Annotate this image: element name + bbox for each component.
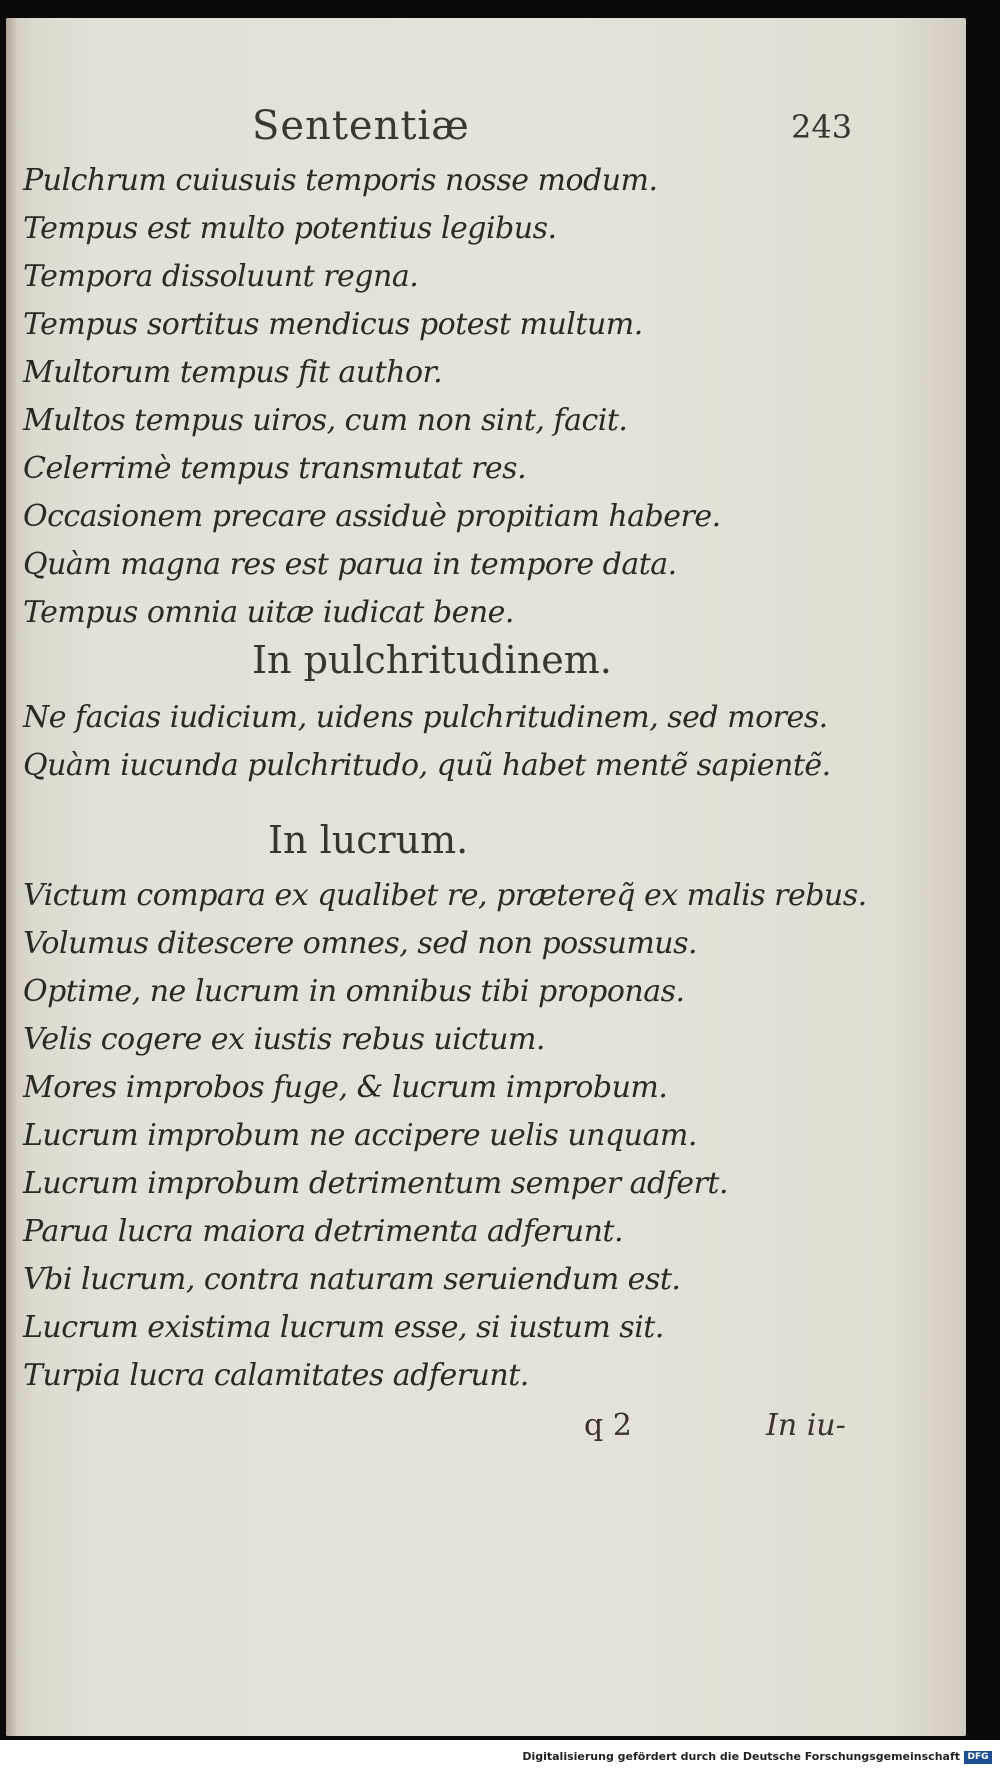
page-number: 243 xyxy=(791,108,853,146)
dfg-logo: DFG xyxy=(964,1751,992,1764)
book-page xyxy=(6,18,966,1736)
footer-bar xyxy=(0,1748,1000,1770)
section-heading-pulchritudo: In pulchritudinem. xyxy=(252,638,612,682)
text-line: Parua lucra maiora detrimenta adferunt. xyxy=(23,1214,624,1249)
text-line: Ne facias iudicium, uidens pulchritudinem, sed mores. xyxy=(23,700,828,735)
text-line: Lucrum improbum ne accipere uelis unquam. xyxy=(23,1118,697,1153)
text-line: Volumus ditescere omnes, sed non possumus. xyxy=(23,926,698,961)
text-line: Celerrimè tempus transmutat res. xyxy=(23,451,527,486)
text-line: Pulchrum cuiusuis temporis nosse modum. xyxy=(23,163,658,198)
signature-mark: q 2 xyxy=(584,1408,632,1443)
text-line: Multorum tempus fit author. xyxy=(23,355,443,390)
text-line: Quàm magna res est parua in tempore data. xyxy=(23,547,677,582)
text-line: Quàm iucunda pulchritudo, quũ habet mentẽ sapientẽ. xyxy=(23,748,831,783)
text-line: Tempus est multo potentius legibus. xyxy=(23,211,557,246)
text-line: Lucrum existima lucrum esse, si iustum sit. xyxy=(23,1310,664,1345)
text-line: Optime, ne lucrum in omnibus tibi proponas. xyxy=(23,974,685,1009)
text-line: Tempora dissoluunt regna. xyxy=(23,259,419,294)
page-header xyxy=(6,103,966,163)
funding-credit: Digitalisierung gefördert durch die Deutsche Forschungsgemeinschaft xyxy=(522,1750,960,1763)
text-line: Occasionem precare assiduè propitiam habere. xyxy=(23,499,721,534)
text-line: Velis cogere ex iustis rebus uictum. xyxy=(23,1022,545,1057)
catchword: In iu- xyxy=(766,1408,846,1443)
text-line: Multos tempus uiros, cum non sint, facit. xyxy=(23,403,628,438)
running-head: Sententiæ xyxy=(252,103,470,149)
text-line: Vbi lucrum, contra naturam seruiendum est. xyxy=(23,1262,681,1297)
text-line: Victum compara ex qualibet re, prætereq̃ ex malis rebus. xyxy=(23,878,867,913)
page-gutter-shadow xyxy=(6,18,16,1736)
text-line: Turpia lucra calamitates adferunt. xyxy=(23,1358,529,1393)
text-line: Lucrum improbum detrimentum semper adfert. xyxy=(23,1166,728,1201)
text-line: Mores improbos fuge, & lucrum improbum. xyxy=(23,1070,668,1105)
section-heading-lucrum: In lucrum. xyxy=(268,818,469,862)
text-line: Tempus sortitus mendicus potest multum. xyxy=(23,307,643,342)
text-line: Tempus omnia uitæ iudicat bene. xyxy=(23,595,514,630)
